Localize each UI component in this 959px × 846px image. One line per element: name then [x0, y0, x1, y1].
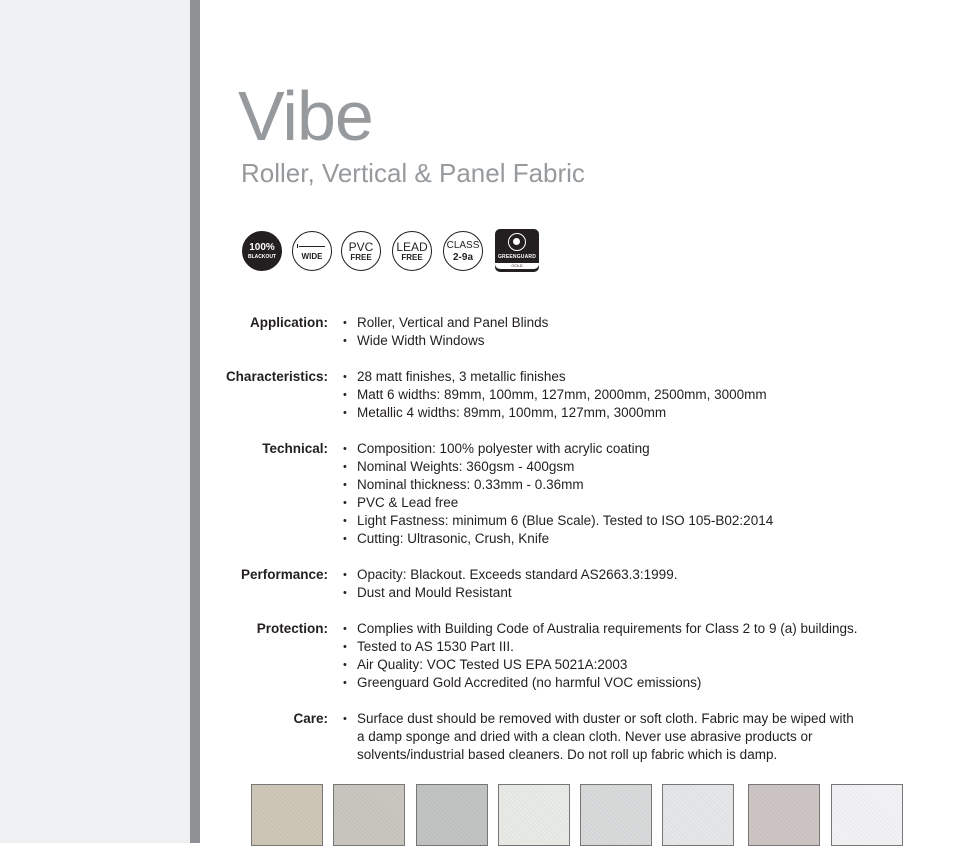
- left-accent-bar: [190, 0, 200, 843]
- product-title: Vibe: [238, 77, 373, 155]
- badge-line1: PVC: [348, 239, 374, 254]
- spec-item: • Matt 6 widths: 89mm, 100mm, 127mm, 2000mm, 2500mm, 3000mm: [341, 386, 881, 404]
- spec-list: [341, 314, 881, 350]
- spec-item: • Cutting: Ultrasonic, Crush, Knife: [341, 530, 881, 548]
- badge-line2: WIDE: [301, 251, 323, 261]
- badge-line1: GREENGUARD: [497, 254, 537, 260]
- fabric-swatch[interactable]: [580, 784, 652, 846]
- spec-label: Characteristics:: [225, 369, 328, 384]
- spec-item: • Air Quality: VOC Tested US EPA 5021A:2003: [341, 656, 881, 674]
- spec-item: • 28 matt finishes, 3 metallic finishes: [341, 368, 881, 386]
- spec-list: [341, 440, 881, 548]
- fabric-swatch[interactable]: [251, 784, 323, 846]
- badge-line1: CLASS: [446, 239, 480, 251]
- spec-list: [341, 566, 881, 602]
- spec-label: Protection:: [256, 621, 328, 636]
- spec-item: • PVC & Lead free: [341, 494, 881, 512]
- fabric-swatch[interactable]: [748, 784, 820, 846]
- spec-list: [341, 710, 861, 764]
- fabric-swatch[interactable]: [416, 784, 488, 846]
- badge-line2: FREE: [350, 252, 372, 262]
- badge-line1: LEAD: [396, 239, 428, 254]
- fabric-swatch[interactable]: [662, 784, 734, 846]
- spec-item: • Composition: 100% polyester with acrylic coating: [341, 440, 881, 458]
- spec-item: • Greenguard Gold Accredited (no harmful VOC emissions): [341, 674, 881, 692]
- spec-item: • Roller, Vertical and Panel Blinds: [341, 314, 881, 332]
- spec-label: Care:: [293, 711, 328, 726]
- spec-item: • Nominal Weights: 360gsm - 400gsm: [341, 458, 881, 476]
- fabric-swatch[interactable]: [333, 784, 405, 846]
- spec-item: • Dust and Mould Resistant: [341, 584, 881, 602]
- spec-label: Technical:: [262, 441, 328, 456]
- badge-line2: FREE: [401, 252, 423, 262]
- badge-line2: GOLD: [495, 263, 539, 269]
- spec-item: • Complies with Building Code of Australia requirements for Class 2 to 9 (a) buildings.: [341, 620, 881, 638]
- spec-item: • Surface dust should be removed with duster or soft cloth. Fabric may be wiped with a damp sponge and dried with a clean cloth. Never use abrasive products or solvents/industrial based cleaners. Do not roll up fabric which is damp.: [341, 710, 861, 764]
- class-badge-icon: [443, 231, 483, 271]
- product-subtitle: Roller, Vertical & Panel Fabric: [241, 158, 585, 188]
- spec-item: • Opacity: Blackout. Exceeds standard AS2663.3:1999.: [341, 566, 881, 584]
- pvc-free-badge-icon: [341, 231, 381, 271]
- badge-line2: 2-9a: [452, 251, 473, 263]
- lead-free-badge-icon: [392, 231, 432, 271]
- greenguard-logo-icon: [508, 233, 526, 251]
- spec-label: Application:: [250, 315, 328, 330]
- spec-item: • Light Fastness: minimum 6 (Blue Scale). Tested to ISO 105-B02:2014: [341, 512, 881, 530]
- spec-item: • Metallic 4 widths: 89mm, 100mm, 127mm, 3000mm: [341, 404, 881, 422]
- spec-list: [341, 620, 881, 692]
- fabric-swatch[interactable]: [498, 784, 570, 846]
- fabric-swatch[interactable]: [831, 784, 903, 846]
- spec-label: Performance:: [240, 567, 328, 582]
- greenguard-gold-badge-icon: [495, 229, 539, 272]
- spec-list: [341, 368, 881, 422]
- badge-line1: 100%: [249, 242, 275, 253]
- spec-item: • Tested to AS 1530 Part III.: [341, 638, 881, 656]
- spec-item: • Nominal thickness: 0.33mm - 0.36mm: [341, 476, 881, 494]
- blackout-badge-icon: [242, 231, 282, 271]
- left-panel: [0, 0, 190, 843]
- width-arrow-icon: [297, 242, 327, 250]
- wide-badge-icon: [292, 231, 332, 271]
- badge-line2: BLACKOUT: [247, 254, 277, 260]
- spec-item: • Wide Width Windows: [341, 332, 881, 350]
